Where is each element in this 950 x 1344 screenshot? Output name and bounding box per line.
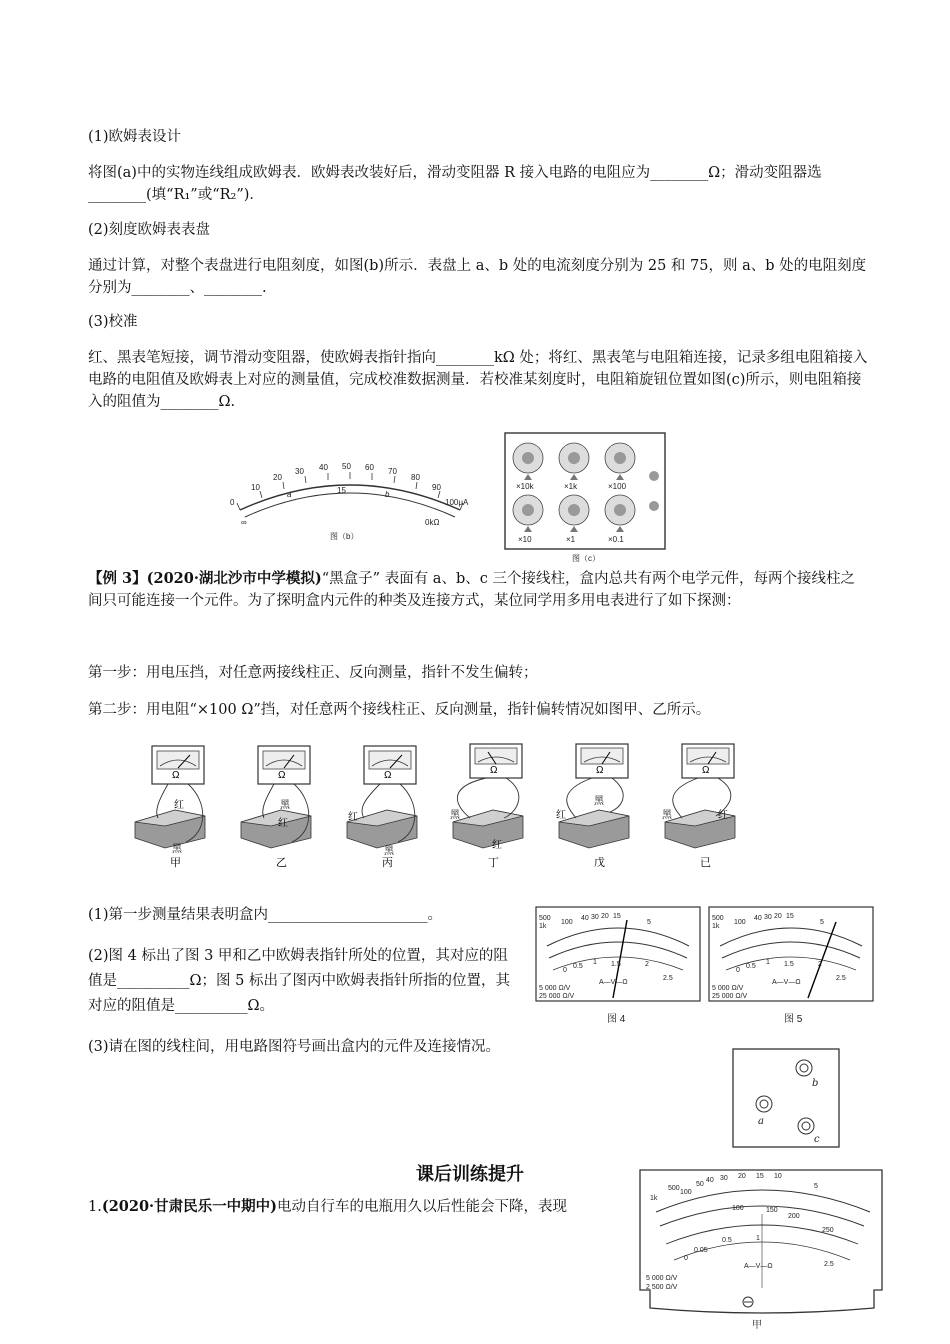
jia-250: 250 (822, 1227, 834, 1234)
section3-heading: (3)校准 (88, 314, 138, 330)
example3-source: (2020·湖北沙市中学模拟) (146, 570, 322, 587)
tick-0: 0 (230, 498, 235, 507)
after-question-1 (88, 1196, 628, 1218)
probe-red: 红 (174, 800, 184, 811)
box-label: 已 (700, 857, 711, 869)
jia-0: 0 (684, 1255, 688, 1262)
jia-bottom: A—V—Ω (744, 1263, 773, 1270)
jia-100b: 100 (732, 1205, 744, 1212)
meter-symbol: Ω (490, 765, 498, 776)
dial-500: 500 (539, 915, 551, 922)
box-figure-jia (135, 746, 205, 869)
probe-black: 黑 (662, 810, 672, 821)
dial-spec1: 5 000 Ω/V (539, 985, 571, 992)
terminal-c: c (814, 1134, 820, 1145)
right-end: 0kΩ (425, 518, 440, 527)
section1-heading: (1)欧姆表设计 (88, 129, 182, 145)
dial-bottom: A—V—Ω (599, 979, 628, 986)
meter-symbol: Ω (596, 765, 604, 776)
dial-m25: 2.5 (836, 975, 846, 982)
jia-20: 20 (738, 1173, 746, 1180)
fig4-caption: 图 4 (607, 1014, 626, 1025)
dial-m05: 0.5 (573, 963, 583, 970)
section3-text: 红、黑表笔短接，调节滑动变阻器，使欧姆表指针指向________kΩ 处；将红、黑表笔与电阻箱连接，记录多组电阻箱接入电路的电阻值及欧姆表上对应的测量值，完成校准数据测量．若校准某刻度时，电阻箱旋钮位置如图(c)所示，则电阻箱接入的阻值为________Ω. (88, 350, 868, 410)
dial-15: 15 (613, 913, 621, 920)
dial-m0: 0 (736, 967, 740, 974)
dial-m15: 1.5 (611, 961, 621, 968)
jia-5: 5 (814, 1183, 818, 1190)
after-q1-source: (2020·甘肃民乐一中期中) (101, 1198, 277, 1215)
dial-m2: 2 (645, 961, 649, 968)
figC-caption: 图（c） (572, 554, 600, 563)
tick-30: 30 (295, 467, 304, 476)
tick-40: 40 (319, 463, 328, 472)
jia-1: 1 (756, 1235, 760, 1242)
meter-symbol: Ω (278, 770, 286, 781)
jia-100: 100 (680, 1189, 692, 1196)
dial-40: 40 (581, 915, 589, 922)
dial-x10: ×10 (518, 535, 532, 544)
probe-red: 红 (492, 840, 502, 851)
jia-caption: 甲 (752, 1320, 762, 1331)
dial-x1k: ×1k (564, 482, 578, 491)
probe-red: 红 (278, 818, 288, 829)
figure-4 (535, 906, 701, 1034)
jia-150: 150 (766, 1207, 778, 1214)
mid-15: 15 (337, 486, 346, 495)
label-a: a (287, 490, 292, 499)
probe-black: 黑 (384, 846, 394, 857)
jia-200: 200 (788, 1213, 800, 1220)
tick-70: 70 (388, 467, 397, 476)
dial-5: 5 (647, 919, 651, 926)
jia-1k: 1k (650, 1195, 658, 1202)
dial-1k: 1k (539, 923, 547, 930)
probe-black: 黑 (280, 800, 290, 811)
probe-black: 黑 (594, 796, 604, 807)
box-label: 丁 (488, 857, 499, 869)
example3-step1: 第一步：用电压挡，对任意两接线柱正、反向测量，指针不发生偏转； (88, 665, 538, 681)
figure-b (225, 455, 475, 545)
dial-100: 100 (734, 919, 746, 926)
jia-30: 30 (720, 1175, 728, 1182)
dial-spec2: 25 000 Ω/V (712, 993, 748, 1000)
dial-30: 30 (764, 914, 772, 921)
dial-x1: ×1 (566, 535, 576, 544)
figB-caption: 图（b） (330, 532, 359, 541)
question-3: (3)请在图的线柱间，用电路图符号画出盒内的元件及连接情况。 (88, 1039, 501, 1055)
figure-c (504, 432, 666, 564)
meter-symbol: Ω (172, 770, 180, 781)
probe-red: 红 (556, 810, 566, 821)
fig5-caption: 图 5 (784, 1014, 803, 1025)
tick-60: 60 (365, 463, 374, 472)
section2-text: 通过计算，对整个表盘进行电阻刻度，如图(b)所示．表盘上 a、b 处的电流刻度分别为 25 和 75，则 a、b 处的电阻刻度分别为________、________. (88, 258, 867, 296)
after-q1-num: 1. (88, 1199, 102, 1215)
box-figure-ding (450, 744, 523, 869)
jia-25: 2.5 (824, 1261, 834, 1268)
left-end: ∞ (241, 518, 247, 527)
box-figures (130, 742, 740, 872)
figure-jia (638, 1168, 886, 1344)
probe-black: 黑 (172, 844, 182, 855)
dial-30: 30 (591, 914, 599, 921)
dial-5: 5 (820, 919, 824, 926)
example3-step2: 第二步：用电阻“×100 Ω”挡，对任意两个接线柱正、反向测量，指针偏转情况如图甲、乙所示。 (88, 702, 711, 718)
dial-m05: 0.5 (746, 963, 756, 970)
dial-20: 20 (601, 913, 609, 920)
box-figure-bing (347, 746, 417, 869)
meter-symbol: Ω (384, 770, 392, 781)
example3-tag: 【例 3】 (88, 570, 147, 587)
probe-black: 黑 (450, 810, 460, 821)
box-label: 戊 (594, 857, 605, 869)
box-figure-wu (556, 744, 629, 869)
section-title: 课后训练提升 (416, 1164, 524, 1185)
figure-5 (708, 906, 876, 1034)
dial-m1: 1 (766, 959, 770, 966)
jia-500: 500 (668, 1185, 680, 1192)
dial-bottom: A—V—Ω (772, 979, 801, 986)
probe-red: 红 (348, 812, 358, 823)
question-2: (2)图 4 标出了图 3 甲和乙中欧姆表指针所处的位置，其对应的阻值是__________Ω；图 5 标出了图丙中欧姆表指针所指的位置，其对应的阻值是__________Ω。 (88, 948, 510, 1014)
box-figure-ji (662, 744, 735, 869)
section2-heading: (2)刻度欧姆表表盘 (88, 222, 211, 238)
dial-m1: 1 (593, 959, 597, 966)
jia-15: 15 (756, 1173, 764, 1180)
dial-40: 40 (754, 915, 762, 922)
terminal-a: a (758, 1116, 764, 1127)
after-q1-text: 电动自行车的电瓶用久以后性能会下降，表现 (276, 1199, 567, 1215)
jia-005: 0.05 (694, 1247, 708, 1254)
jia-spec2: 2 500 Ω/V (646, 1284, 678, 1291)
example3-para (88, 568, 868, 612)
tick-80: 80 (411, 473, 420, 482)
tick-100: 100μA (445, 498, 469, 507)
box-label: 乙 (276, 857, 287, 869)
dial-500: 500 (712, 915, 724, 922)
dial-100: 100 (561, 919, 573, 926)
dial-x01: ×0.1 (608, 535, 624, 544)
meter-symbol: Ω (702, 765, 710, 776)
section1-text: 将图(a)中的实物连线组成欧姆表．欧姆表改装好后，滑动变阻器 R 接入电路的电阻应为________Ω；滑动变阻器选________(填“R₁”或“R₂”)． (88, 165, 822, 203)
dial-1k: 1k (712, 923, 720, 930)
box-figure-yi (241, 746, 311, 869)
dial-spec2: 25 000 Ω/V (539, 993, 575, 1000)
tick-90: 90 (432, 483, 441, 492)
dial-x10k: ×10k (516, 482, 534, 491)
jia-50: 50 (696, 1181, 704, 1188)
dial-15: 15 (786, 913, 794, 920)
box-label: 甲 (170, 857, 181, 869)
jia-05: 0.5 (722, 1237, 732, 1244)
dial-m15: 1.5 (784, 961, 794, 968)
example3-text: “黑盒子” 表面有 a、b、c 三个接线柱，盒内总共有两个电学元件，每两个接线柱之间只可能连接一个元件。为了探明盒内元件的种类及连接方式，某位同学用多用电表进行了如下探测： (88, 571, 855, 609)
dial-spec1: 5 000 Ω/V (712, 985, 744, 992)
tick-20: 20 (273, 473, 282, 482)
dial-m0: 0 (563, 967, 567, 974)
terminal-box (732, 1048, 842, 1150)
tick-10: 10 (251, 483, 260, 492)
dial-x100: ×100 (608, 482, 627, 491)
dial-20: 20 (774, 913, 782, 920)
jia-40: 40 (706, 1177, 714, 1184)
dial-m25: 2.5 (663, 975, 673, 982)
dial-m2: 2 (818, 961, 822, 968)
box-label: 丙 (382, 857, 393, 869)
jia-spec1: 5 000 Ω/V (646, 1275, 678, 1282)
terminal-b: b (812, 1078, 819, 1089)
tick-50: 50 (342, 462, 351, 471)
label-b: b (385, 490, 390, 499)
jia-10: 10 (774, 1173, 782, 1180)
question-1: (1)第一步测量结果表明盒内______________________。 (88, 907, 443, 923)
probe-red: 红 (718, 810, 728, 821)
